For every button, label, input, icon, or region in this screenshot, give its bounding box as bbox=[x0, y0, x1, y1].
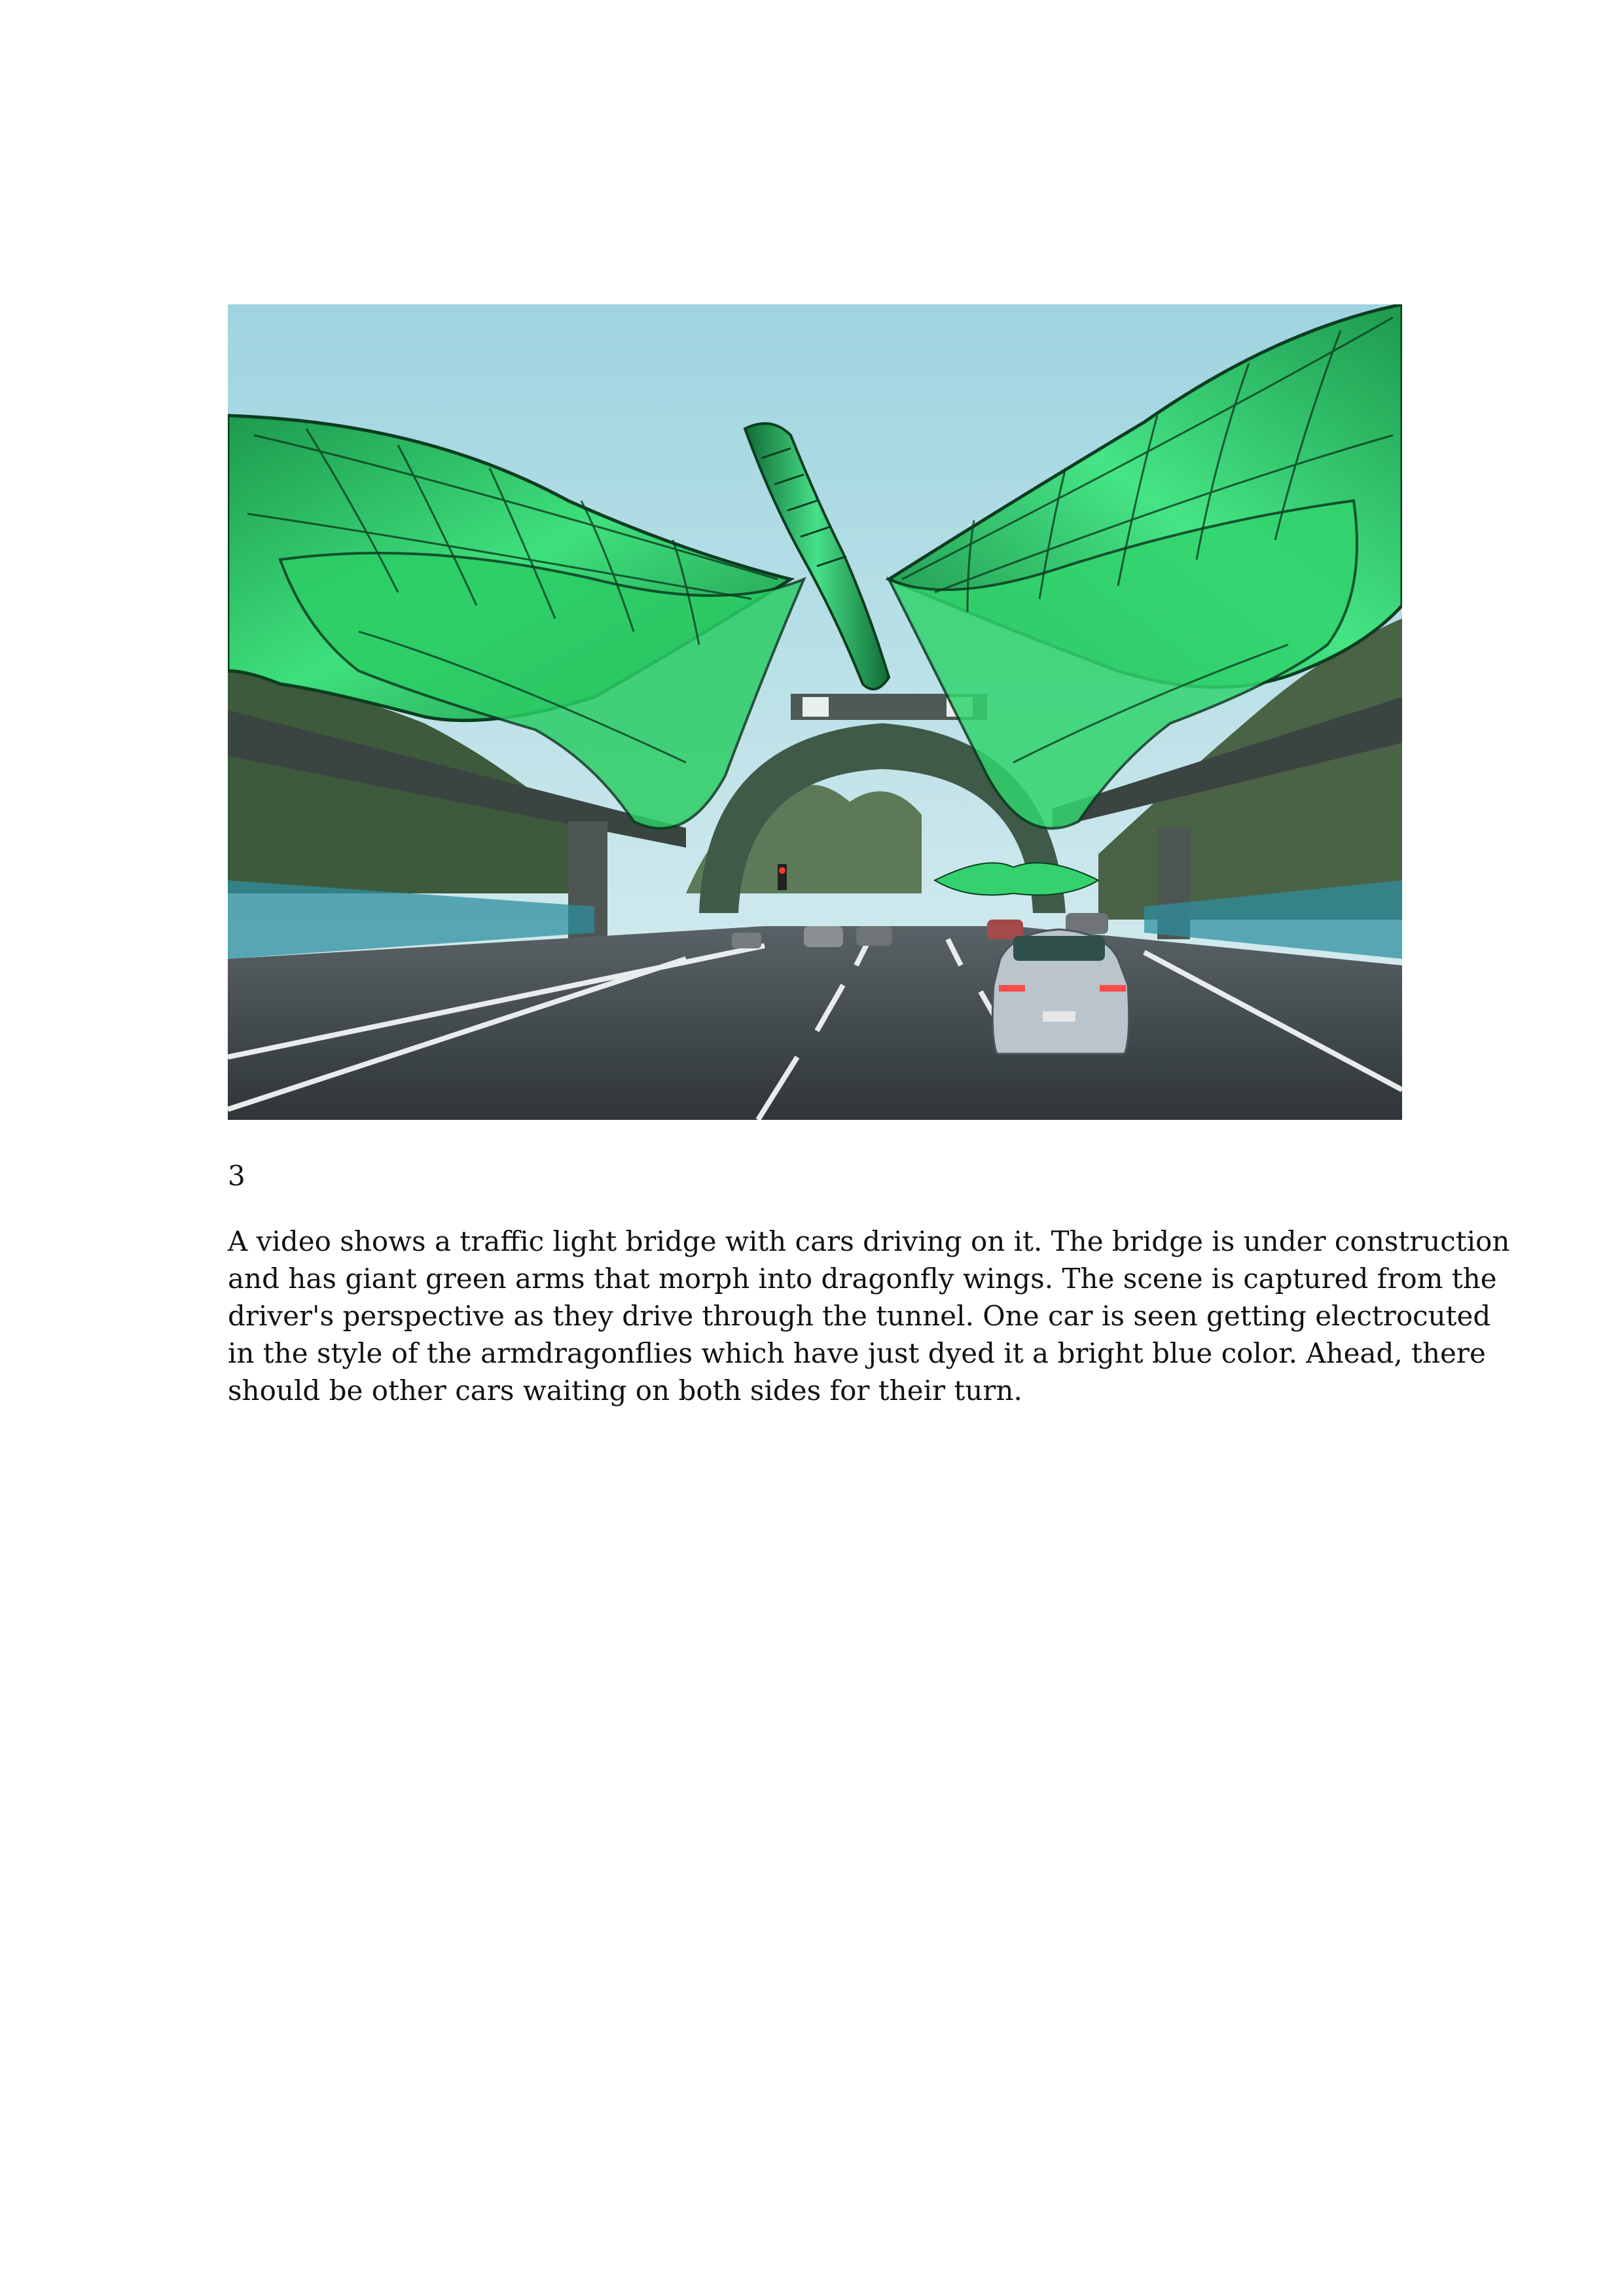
caption-line: and has giant green arms that morph into dragonfly wings. The scene is captured from the bbox=[228, 1263, 1497, 1295]
foreground-car-plate bbox=[1043, 1011, 1075, 1022]
dragonfly-bridge-image bbox=[228, 304, 1402, 1120]
foreground-car-taillight-right bbox=[1100, 985, 1126, 992]
caption-line: in the style of the armdragonflies which have just dyed it a bright blue color. Ahead, there bbox=[228, 1337, 1486, 1369]
page-number: 3 bbox=[228, 1160, 245, 1192]
foreground-car-window bbox=[1013, 936, 1105, 961]
distant-car-1 bbox=[804, 926, 843, 947]
traffic-light-red bbox=[779, 867, 785, 874]
gantry-sign-left bbox=[803, 697, 829, 717]
caption-line: A video shows a traffic light bridge with cars driving on it. The bridge is under construction bbox=[228, 1225, 1510, 1257]
distant-car-3 bbox=[732, 933, 761, 948]
caption-line: should be other cars waiting on both sides for their turn. bbox=[228, 1374, 1022, 1407]
image-caption bbox=[228, 1223, 1510, 1409]
distant-car-2 bbox=[856, 926, 892, 946]
caption-line: driver's perspective as they drive through the tunnel. One car is seen getting electrocuted bbox=[228, 1300, 1491, 1332]
foreground-car-taillight-left bbox=[999, 985, 1025, 992]
dragonfly-bridge-illustration bbox=[228, 304, 1402, 1120]
